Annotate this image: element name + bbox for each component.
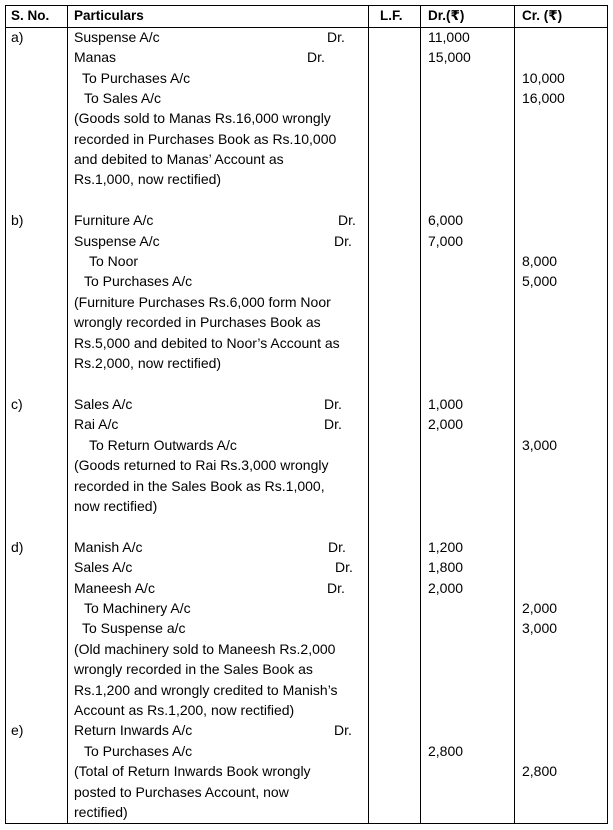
dr-label: Dr. bbox=[327, 29, 345, 45]
account-line: Maneesh A/c bbox=[74, 580, 155, 596]
cr-amount: 16,000 bbox=[522, 90, 565, 106]
account-line: To Purchases A/c bbox=[82, 70, 191, 86]
account-line: Sales A/c bbox=[74, 559, 133, 575]
narration-line: rectified) bbox=[74, 804, 128, 820]
entry-sno: e) bbox=[11, 722, 24, 738]
entry-sno: d) bbox=[11, 539, 24, 555]
dr-amount: 6,000 bbox=[428, 212, 464, 228]
account-line: Furniture A/c bbox=[74, 212, 154, 228]
dr-label: Dr. bbox=[334, 722, 352, 738]
account-line: To Return Outwards A/c bbox=[89, 437, 237, 453]
column-divider bbox=[368, 5, 369, 824]
cr-amount: 10,000 bbox=[522, 70, 565, 86]
dr-label: Dr. bbox=[335, 559, 353, 575]
account-line: Manish A/c bbox=[74, 539, 143, 555]
entry-sno: a) bbox=[11, 29, 24, 45]
cr-amount: 8,000 bbox=[522, 253, 558, 269]
narration-line: Rs.1,200 and wrongly credited to Manish’s bbox=[74, 682, 338, 698]
dr-label: Dr. bbox=[324, 396, 342, 412]
dr-amount: 2,000 bbox=[428, 416, 464, 432]
account-line: To Noor bbox=[89, 253, 139, 269]
header-sno: S. No. bbox=[11, 8, 50, 23]
dr-amount: 7,000 bbox=[428, 233, 464, 249]
column-divider bbox=[67, 5, 68, 824]
account-line: Suspense A/c bbox=[74, 233, 160, 249]
table-bottom-border bbox=[5, 823, 608, 824]
dr-label: Dr. bbox=[338, 212, 356, 228]
narration-line: (Goods sold to Manas Rs.16,000 wrongly bbox=[74, 110, 331, 126]
narration-line: (Total of Return Inwards Book wrongly bbox=[74, 763, 311, 779]
account-line: Manas bbox=[74, 49, 117, 65]
dr-amount: 1,200 bbox=[428, 539, 464, 555]
narration-line: Rs.5,000 and debited to Noor’s Account as bbox=[74, 335, 340, 351]
cr-amount: 5,000 bbox=[522, 273, 558, 289]
header-dr: Dr.(₹) bbox=[428, 8, 465, 23]
account-line: Return Inwards A/c bbox=[74, 722, 193, 738]
dr-label: Dr. bbox=[328, 539, 346, 555]
cr-amount: 3,000 bbox=[522, 620, 558, 636]
header-cr: Cr. (₹) bbox=[522, 8, 563, 23]
account-line: To Sales A/c bbox=[84, 90, 162, 106]
dr-label: Dr. bbox=[334, 233, 352, 249]
account-line: To Suspense a/c bbox=[82, 620, 186, 636]
narration-line: (Old machinery sold to Maneesh Rs.2,000 bbox=[74, 641, 336, 657]
narration-line: Rs.1,000, now rectified) bbox=[74, 171, 222, 187]
narration-line: (Furniture Purchases Rs.6,000 form Noor bbox=[74, 294, 331, 310]
narration-line: wrongly recorded in the Sales Book as bbox=[74, 661, 313, 677]
header-lf: L.F. bbox=[380, 8, 403, 23]
entry-sno: c) bbox=[11, 396, 23, 412]
narration-line: (Goods returned to Rai Rs.3,000 wrongly bbox=[74, 457, 329, 473]
column-divider bbox=[420, 5, 421, 824]
dr-label: Dr. bbox=[327, 580, 345, 596]
dr-label: Dr. bbox=[324, 416, 342, 432]
account-line: Suspense A/c bbox=[74, 29, 160, 45]
header-particulars: Particulars bbox=[74, 8, 144, 23]
narration-line: posted to Purchases Account, now bbox=[74, 784, 289, 800]
narration-line: recorded in the Sales Book as Rs.1,000, bbox=[74, 478, 325, 494]
dr-amount: 2,800 bbox=[428, 743, 464, 759]
dr-amount: 2,000 bbox=[428, 580, 464, 596]
narration-line: and debited to Manas’ Account as bbox=[74, 151, 284, 167]
dr-amount: 1,000 bbox=[428, 396, 464, 412]
account-line: To Purchases A/c bbox=[84, 743, 193, 759]
dr-amount: 1,800 bbox=[428, 559, 464, 575]
account-line: Sales A/c bbox=[74, 396, 133, 412]
table-right-border bbox=[607, 5, 608, 824]
entry-sno: b) bbox=[11, 212, 24, 228]
table-left-border bbox=[5, 5, 6, 824]
narration-line: wrongly recorded in Purchases Book as bbox=[74, 314, 321, 330]
narration-line: now rectified) bbox=[74, 498, 158, 514]
dr-amount: 15,000 bbox=[428, 49, 471, 65]
account-line: Rai A/c bbox=[74, 416, 119, 432]
account-line: To Purchases A/c bbox=[84, 273, 193, 289]
narration-line: Rs.2,000, now rectified) bbox=[74, 355, 222, 371]
cr-amount: 3,000 bbox=[522, 437, 558, 453]
cr-amount: 2,800 bbox=[522, 763, 558, 779]
account-line: To Machinery A/c bbox=[84, 600, 191, 616]
narration-line: recorded in Purchases Book as Rs.10,000 bbox=[74, 131, 337, 147]
narration-line: Account as Rs.1,200, now rectified) bbox=[74, 702, 295, 718]
dr-label: Dr. bbox=[307, 49, 325, 65]
dr-amount: 11,000 bbox=[428, 29, 470, 45]
column-divider bbox=[514, 5, 515, 824]
cr-amount: 2,000 bbox=[522, 600, 558, 616]
